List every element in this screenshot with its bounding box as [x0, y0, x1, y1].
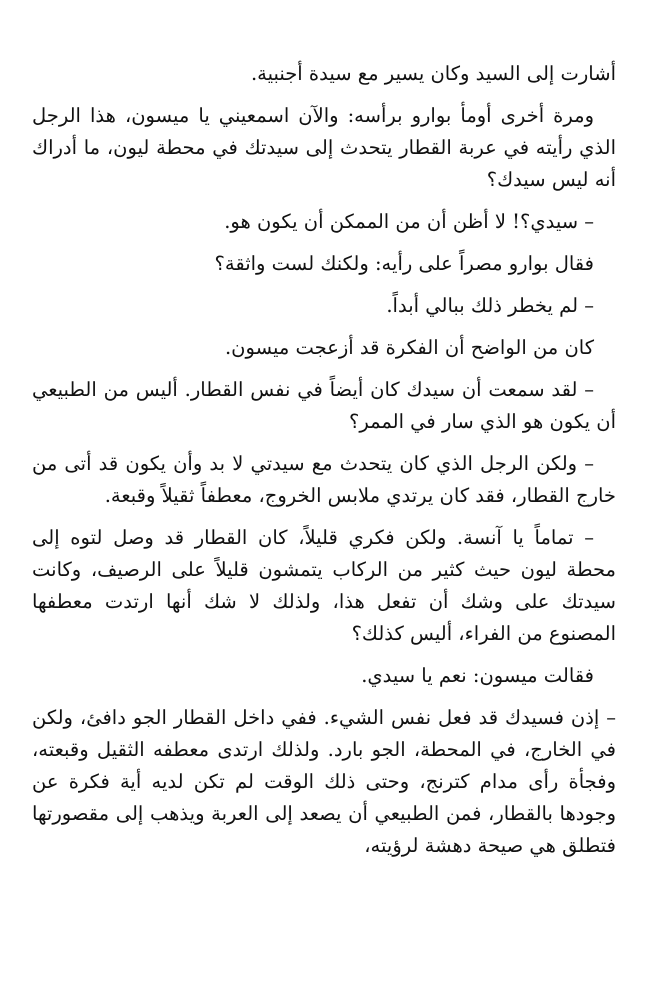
paragraph-5: – لم يخطر ذلك ببالي أبداً. [386, 294, 594, 317]
paragraph-4: فقال بوارو مصراً على رأيه: ولكنك لست واثقة؟ [214, 252, 594, 275]
paragraph-7: – لقد سمعت أن سيدك كان أيضاً في نفس القطار. أليس من الطبيعي أن يكون هو الذي سار في الممر؟ [32, 378, 616, 433]
book-page [32, 58, 616, 872]
paragraph-6: كان من الواضح أن الفكرة قد أزعجت ميسون. [224, 336, 594, 359]
paragraph-10: فقالت ميسون: نعم يا سيدي. [361, 664, 594, 687]
paragraph-1: أشارت إلى السيد وكان يسير مع سيدة أجنبية. [250, 62, 616, 85]
paragraph-3: – سيدي؟! لا أظن أن من الممكن أن يكون هو. [224, 210, 594, 233]
paragraph-9: – تماماً يا آنسة. ولكن فكري قليلاً، كان القطار قد وصل لتوه إلى محطة ليون حيث كثير من الركاب يتمشون قليلاً على الرصيف، وكانت سيدتك على وشك أن تفعل هذا، ولذلك لا شك أنها ارتدت معطفها المصنوع من الفراء، أليس كذلك؟ [32, 526, 616, 645]
paragraph-11: – إذن فسيدك قد فعل نفس الشيء. ففي داخل القطار الجو دافئ، ولكن في الخارج، في المحطة، الجو بارد. ولذلك ارتدى معطفه الثقيل وقبعته، وفجأة رأى مدام كترنج، وحتى ذلك الوقت لم تكن لديه أية فكرة عن وجودها بالقطار، فمن الطبيعي أن يصعد إلى العربة ويذهب إلى مقصورتها فتطلق هي صيحة دهشة لرؤيته، [32, 706, 616, 857]
paragraph-8: – ولكن الرجل الذي كان يتحدث مع سيدتي لا بد وأن يكون قد أتى من خارج القطار، فقد كان يرتدي ملابس الخروج، معطفاً ثقيلاً وقبعة. [32, 452, 616, 507]
paragraph-2: ومرة أخرى أومأ بوارو برأسه: والآن اسمعيني يا ميسون، هذا الرجل الذي رأيته في عربة القطار يتحدث إلى سيدتك في محطة ليون، ما أدراك أنه ليس سيدك؟ [32, 104, 616, 191]
